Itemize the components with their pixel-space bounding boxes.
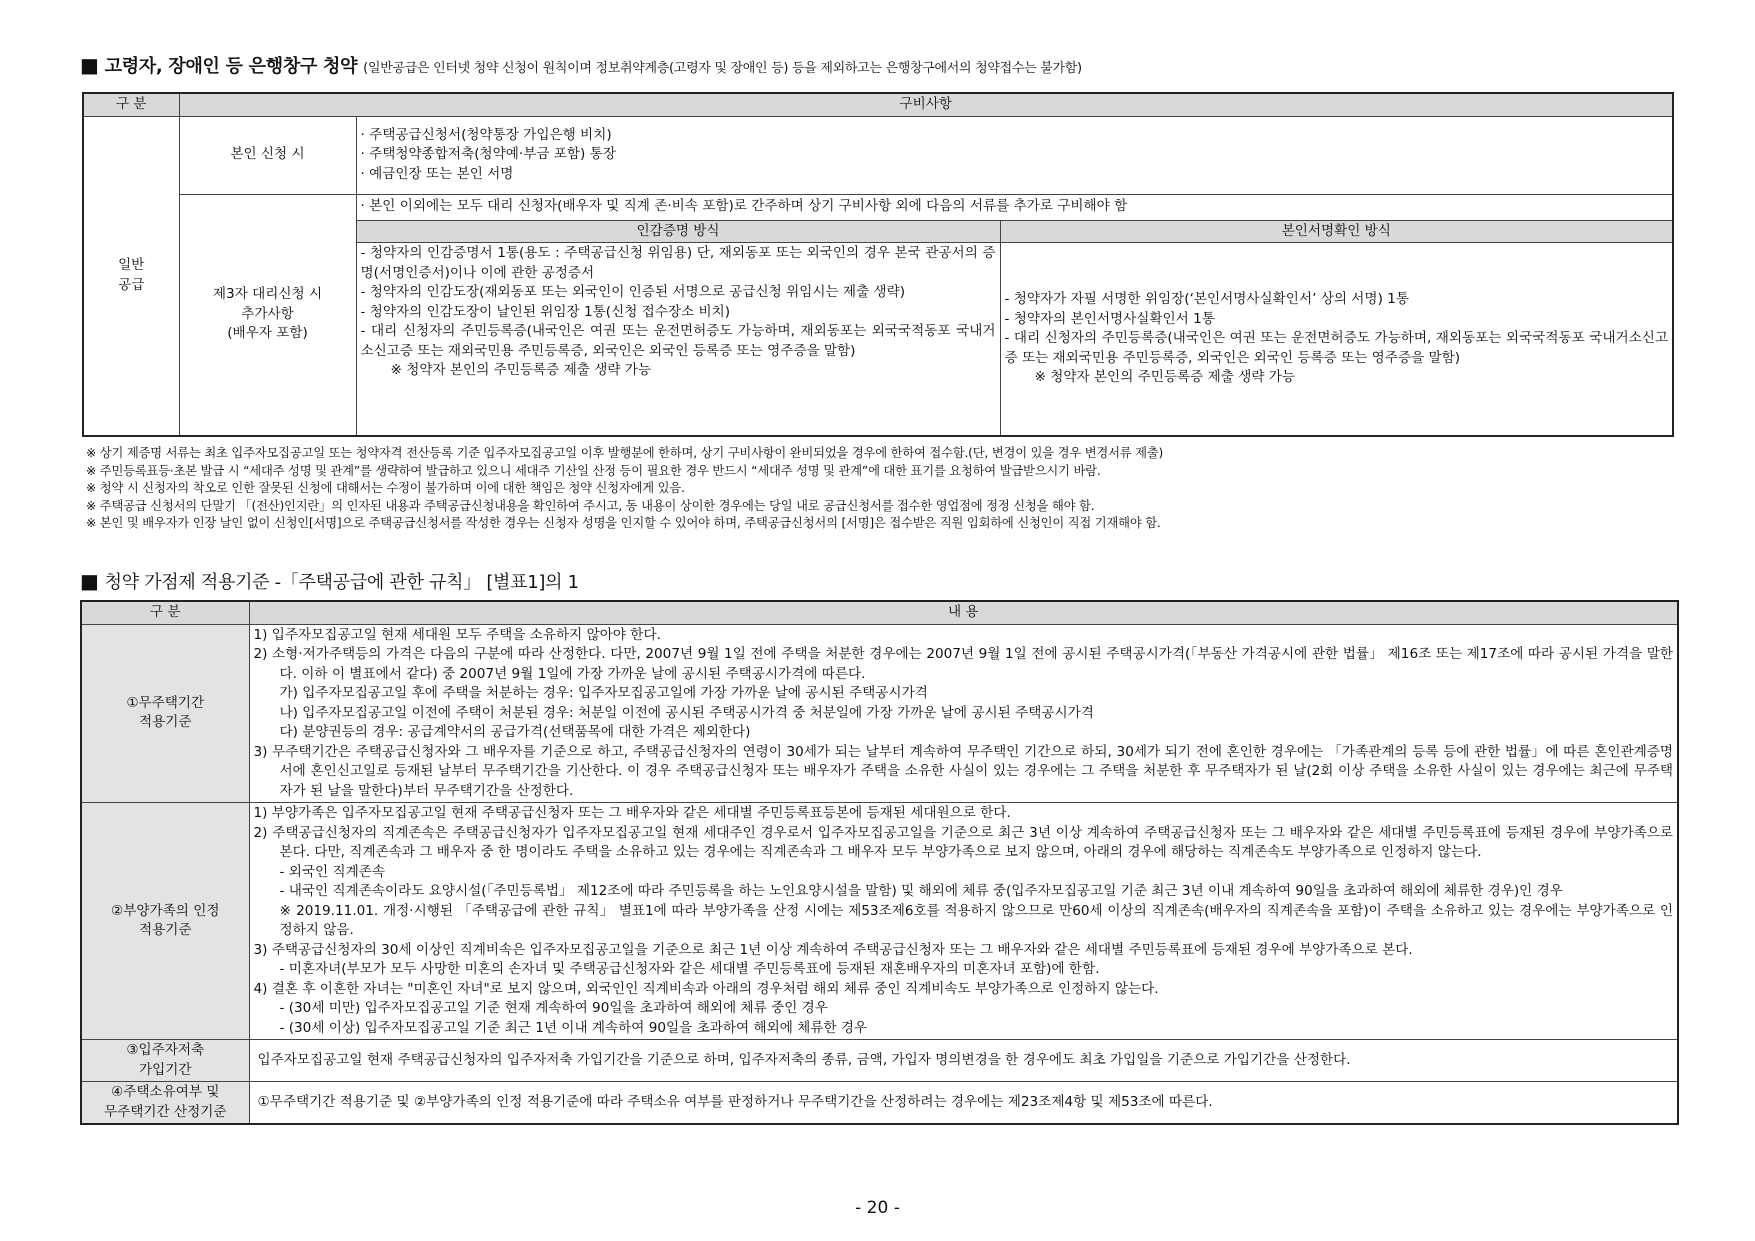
list-item: - 청약자의 인감도장이 날인된 위임장 1통(신청 접수장소 비치) bbox=[360, 303, 731, 320]
row-content bbox=[249, 1082, 1678, 1125]
note-line: ※ 본인 및 배우자가 인장 날인 없이 신청인[서명]으로 주택공급신청서를 작성한 경우는 신청자 성명을 인지할 수 있어야 하며, 주택공급신청서의 [서명]은 접수받은 직원 입회하에 신청인이 직접 기재해야 함. bbox=[86, 516, 1161, 531]
square-bullet-icon: ■ bbox=[80, 53, 99, 77]
row-content bbox=[249, 624, 1678, 803]
content-line: 1) 부양가족은 입주자모집공고일 현재 주택공급신청자 또는 그 배우자와 같은 세대별 주민등록표등본에 등재된 세대원으로 한다. bbox=[253, 805, 1011, 821]
content-line: - 외국인 직계존속 bbox=[279, 863, 385, 880]
proxy-application-label: 제3자 대리신청 시 추가사항 (배우자 포함) bbox=[179, 194, 356, 436]
row-content bbox=[249, 1040, 1678, 1082]
content-line: 입주자모집공고일 현재 주택공급신청자의 입주자저축 가입기간을 기준으로 하며, 입주자저축의 종류, 금액, 가입자 명의변경을 한 경우에도 최초 가입일을 기준으로 가입기간을 산정한다. bbox=[257, 1051, 1351, 1068]
table-row bbox=[81, 1082, 1678, 1125]
list-item: - 청약자의 인감도장(재외동포 또는 외국인이 인증된 서명으로 공급신청 위임시는 제출 생략) bbox=[360, 284, 906, 300]
table-row bbox=[81, 624, 1678, 803]
content-line: 3) 주택공급신청자의 30세 이상인 직계비속은 입주자모집공고일을 기준으로 최근 1년 이상 계속하여 주택공급신청자 또는 그 배우자와 같은 세대별 주민등록표에 등재된 경우에 부양가족으로 본다. bbox=[253, 941, 1413, 958]
self-application-label: 본인 신청 시 bbox=[179, 116, 356, 194]
list-item: - 청약자의 본인서명사실확인서 1통 bbox=[1004, 310, 1215, 327]
row-label: ②부양가족의 인정 적용기준 bbox=[81, 803, 249, 1040]
signature-method-items bbox=[1000, 243, 1673, 436]
list-item: · 예금인장 또는 본인 서명 bbox=[360, 165, 514, 182]
seal-method-items bbox=[356, 243, 1000, 436]
content-line: ※ 2019.11.01. 개정·시행된 「주택공급에 관한 규칙」 별표1에 따라 부양가족을 산정 시에는 제53조제6호를 적용하지 않으므로 만60세 이상의 직계존속(배우자의 직계존속을 포함)이 주택을 소유하고 있는 경우에는 부양가족으로 인정하지 않음. bbox=[279, 902, 1673, 938]
content-line: 2) 소형·저가주택등의 가격은 다음의 구분에 따라 산정한다. 다만, 2007년 9월 1일 전에 주택을 처분한 경우에는 2007년 9월 1일 전에 공시된 주택공시가격(「부동산 가격공시에 관한 법률」 제16조 또는 제17조에 따라 공시된 가격을 말한다. 이하 이 별표에서 같다) 중 2007년 9월 1일에 가장 가까운 날에 공시된 주택공시가격에 따른다. bbox=[253, 646, 1673, 682]
section2-heading bbox=[80, 568, 579, 594]
note-line: ※ 주택공급 신청서의 단말기 「(전산)인지란」의 인자된 내용과 주택공급신청내용을 확인하여 주시고, 동 내용이 상이한 경우에는 당일 내로 공급신청서를 접수한 영업점에 정정 신청을 해야 함. bbox=[86, 498, 1095, 513]
list-item: ※ 청약자 본인의 주민등록증 제출 생략 가능 bbox=[1034, 369, 1296, 385]
header-category: 구 분 bbox=[83, 93, 179, 116]
section1-title: 고령자, 장애인 등 은행창구 청약 bbox=[104, 56, 358, 77]
row-content bbox=[249, 803, 1678, 1040]
section1-heading bbox=[80, 52, 1082, 78]
square-bullet-icon: ■ bbox=[80, 569, 99, 593]
content-line: ①무주택기간 적용기준 및 ②부양가족의 인정 적용기준에 따라 주택소유 여부를 판정하거나 무주택기간을 산정하려는 경우에는 제23조제4항 및 제53조에 따른다. bbox=[257, 1093, 1213, 1110]
self-application-items bbox=[356, 116, 1673, 194]
content-line: 4) 결혼 후 이혼한 자녀는 "미혼인 자녀"로 보지 않으며, 외국인인 직계비속과 아래의 경우처럼 해외 체류 중인 직계비속도 부양가족으로 인정하지 않는다. bbox=[253, 980, 1159, 997]
row-label: ③입주자저축 가입기간 bbox=[81, 1040, 249, 1082]
header-content: 내 용 bbox=[249, 601, 1678, 624]
page-number: - 20 - bbox=[855, 1198, 900, 1218]
list-item: · 주택공급신청서(청약통장 가입은행 비치) bbox=[360, 126, 612, 143]
note-line: ※ 주민등록표등·초본 발급 시 “세대주 성명 및 관계”를 생략하여 발급하고 있으니 세대주 기산일 산정 등이 필요한 경우 반드시 “세대주 성명 및 관계”에 대한 표기를 요청하여 발급받으시기 바람. bbox=[86, 463, 1101, 478]
bank-counter-requirements-table bbox=[82, 92, 1674, 437]
signature-method-header: 본인서명확인 방식 bbox=[1000, 220, 1673, 243]
content-line: - (30세 이상) 입주자모집공고일 기준 최근 1년 이내 계속하여 90일을 초과하여 해외에 체류한 경우 bbox=[279, 1019, 868, 1036]
content-line: 3) 무주택기간은 주택공급신청자와 그 배우자를 기준으로 하고, 주택공급신청자의 연령이 30세가 되는 날부터 계속하여 무주택인 기간으로 하되, 30세가 되기 전에 혼인한 경우에는 「가족관계의 등록 등에 관한 법률」에 따른 혼인관계증명서에 혼인신고일로 등재된 날부터 무주택기간을 기산한다. 이 경우 주택공급신청자 또는 배우자가 주택을 소유한 사실이 있는 경우에는 그 주택을 처분한 후 무주택자가 된 날(2회 이상 주택을 소유한 사실이 있는 경우에는 최근에 무주택자가 된 날을 말한다)부터 무주택기간을 산정한다. bbox=[253, 743, 1673, 799]
content-line: 1) 입주자모집공고일 현재 세대원 모두 주택을 소유하지 않아야 한다. bbox=[253, 626, 661, 643]
table-row bbox=[81, 1040, 1678, 1082]
notes-block bbox=[86, 445, 1163, 533]
note-line: ※ 청약 시 신청자의 착오로 인한 잘못된 신청에 대해서는 수정이 불가하며 이에 대한 책임은 청약 신청자에게 있음. bbox=[86, 481, 685, 496]
seal-method-header: 인감증명 방식 bbox=[356, 220, 1000, 243]
list-item: · 주택청약종합저축(청약예·부금 포함) 통장 bbox=[360, 146, 616, 163]
group-label: 일반 공급 bbox=[83, 116, 179, 436]
table-row bbox=[81, 803, 1678, 1040]
content-line: - (30세 미만) 입주자모집공고일 기준 현재 계속하여 90일을 초과하여 해외에 체류 중인 경우 bbox=[279, 1000, 828, 1016]
list-item: ※ 청약자 본인의 주민등록증 제출 생략 가능 bbox=[390, 362, 652, 378]
note-line: ※ 상기 제증명 서류는 최초 입주자모집공고일 또는 청약자격 전산등록 기준 입주자모집공고일 이후 발행분에 한하며, 상기 구비사항이 완비되었을 경우에 한하여 접수함.(단, 변경이 있을 경우 변경서류 제출) bbox=[86, 446, 1164, 460]
content-line: - 내국인 직계존속이라도 요양시설(「주민등록법」 제12조에 따라 주민등록을 하는 노인요양시설을 말함) 및 해외에 체류 중(입주자모집공고일 기준 최근 3년 이내 계속하여 90일을 초과하여 해외에 체류한 경우)인 경우 bbox=[279, 883, 1563, 899]
content-line: 가) 입주자모집공고일 후에 주택을 처분하는 경우: 입주자모집공고일에 가장 가까운 날에 공시된 주택공시가격 bbox=[279, 685, 928, 701]
row-label: ①무주택기간 적용기준 bbox=[81, 624, 249, 803]
list-item: - 대리 신청자의 주민등록증(내국인은 여권 또는 운전면허증도 가능하며, 재외동포는 외국국적동포 국내거소신고증 또는 재외국민용 주민등록증, 외국인은 외국인 등록증 또는 영주증을 말함) bbox=[1004, 330, 1669, 366]
content-line: 나) 입주자모집공고일 이전에 주택이 처분된 경우: 처분일 이전에 공시된 주택공시가격 중 처분일에 가장 가까운 날에 공시된 주택공시가격 bbox=[279, 704, 1094, 721]
row-label: ④주택소유여부 및 무주택기간 산정기준 bbox=[81, 1082, 249, 1125]
list-item: - 청약자의 인감증명서 1통(용도 : 주택공급신청 위임용) 단, 재외동포 또는 외국인의 경우 본국 관공서의 증명(서명인증서)이나 이에 관한 공정증서 bbox=[360, 245, 996, 281]
content-line: 2) 주택공급신청자의 직계존속은 주택공급신청자가 입주자모집공고일 현재 세대주인 경우로서 입주자모집공고일을 기준으로 최근 3년 이상 계속하여 주택공급신청자 또는 그 배우자와 같은 세대별 주민등록표에 등재된 경우에 부양가족으로 본다. 다만, 직계존속과 그 배우자 중 한 명이라도 주택을 소유하고 있는 경우에는 직계존속과 그 배우자 모두 부양가족으로 보지 않으며, 아래의 경우에 해당하는 직계존속도 부양가족으로 인정하지 않는다. bbox=[253, 824, 1673, 860]
section1-subtitle: (일반공급은 인터넷 청약 신청이 원칙이며 정보취약계층(고령자 및 장애인 등) 등을 제외하고는 은행창구에서의 청약접수는 불가함) bbox=[363, 61, 1082, 76]
criteria-rows bbox=[81, 624, 1678, 1124]
header-category: 구 분 bbox=[81, 601, 249, 624]
proxy-intro: · 본인 이외에는 모두 대리 신청자(배우자 및 직계 존·비속 포함)로 간주하며 상기 구비사항 외에 다음의 서류를 추가로 구비해야 함 bbox=[356, 194, 1673, 220]
list-item: - 청약자가 자필 서명한 위임장(‘본인서명사실확인서’ 상의 서명) 1통 bbox=[1004, 291, 1409, 307]
content-line: - 미혼자녀(부모가 모두 사망한 미혼의 손자녀 및 주택공급신청자와 같은 세대별 주민등록표에 등재된 재혼배우자의 미혼자녀 포함)에 한함. bbox=[279, 961, 1100, 977]
scoring-criteria-table bbox=[80, 600, 1679, 1125]
section2-title: 청약 가점제 적용기준 -「주택공급에 관한 규칙」 [별표1]의 1 bbox=[104, 572, 579, 593]
content-line: 다) 분양권등의 경우: 공급계약서의 공급가격(선택품목에 대한 가격은 제외한다) bbox=[279, 724, 751, 740]
list-item: - 대리 신청자의 주민등록증(내국인은 여권 또는 운전면허증도 가능하며, 재외동포는 외국국적동포 국내거소신고증 또는 재외국민용 주민등록증, 외국인은 외국인 등록증 또는 영주증을 말함) bbox=[360, 323, 996, 359]
header-requirements: 구비사항 bbox=[179, 93, 1673, 116]
